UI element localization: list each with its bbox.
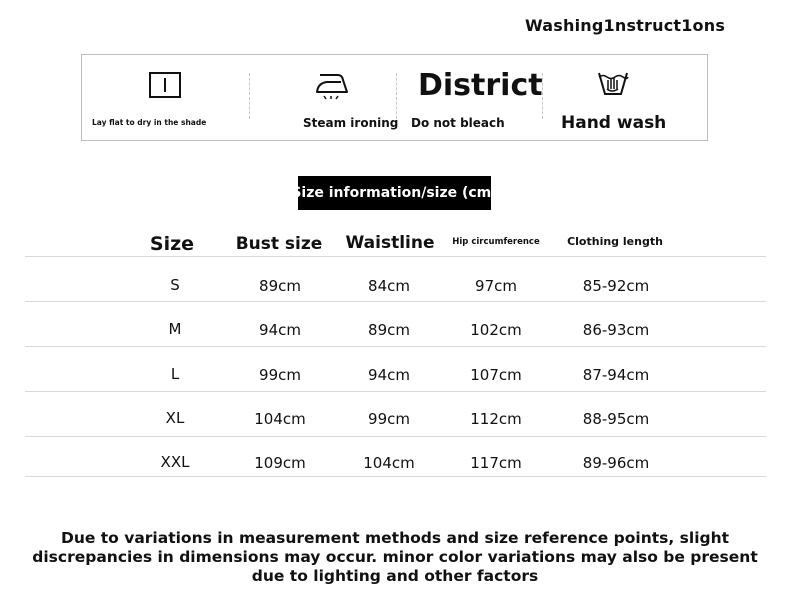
table-divider: [25, 436, 766, 437]
table-divider: [25, 476, 766, 477]
care-separator: [249, 73, 250, 119]
header-bust: Bust size: [235, 234, 323, 254]
cell-hip: 112cm: [470, 410, 522, 428]
table-divider: [25, 256, 766, 257]
cell-length: 86-93cm: [582, 321, 650, 339]
care-separator: [396, 73, 397, 119]
cell-waist: 104cm: [363, 454, 415, 472]
cell-size: L: [170, 365, 180, 383]
table-divider: [25, 346, 766, 347]
dry-flat-shade-icon: [149, 72, 181, 98]
cell-bust: 99cm: [259, 366, 301, 384]
cell-hip: 102cm: [470, 321, 522, 339]
cell-size: M: [168, 320, 182, 338]
cell-bust: 104cm: [254, 410, 306, 428]
header-hip: Hip circumference: [452, 237, 540, 247]
care-label-steam-iron: Steam ironing: [303, 116, 399, 130]
cell-size: S: [170, 276, 180, 294]
hand-wash-icon: [597, 69, 629, 97]
table-divider: [25, 301, 766, 302]
care-label-no-bleach: Do not bleach: [411, 116, 505, 130]
cell-waist: 99cm: [368, 410, 410, 428]
cell-bust: 109cm: [254, 454, 306, 472]
cell-hip: 97cm: [475, 277, 517, 295]
cell-hip: 117cm: [470, 454, 522, 472]
care-instructions-panel: [81, 54, 708, 141]
steam-iron-icon: [314, 70, 352, 100]
cell-length: 89-96cm: [582, 454, 650, 472]
disclaimer-note: Due to variations in measurement methods and size reference points, slight discrepancies in dimensions may occur. minor color variations may also be present due to lighting and other factors: [32, 529, 758, 585]
cell-size: XXL: [160, 453, 190, 471]
cell-waist: 89cm: [368, 321, 410, 339]
cell-waist: 84cm: [368, 277, 410, 295]
cell-length: 87-94cm: [582, 366, 650, 384]
page-title: Washing1nstruct1ons: [525, 16, 726, 35]
care-label-hand-wash: Hand wash: [561, 113, 667, 133]
cell-waist: 94cm: [368, 366, 410, 384]
cell-bust: 89cm: [259, 277, 301, 295]
header-length: Clothing length: [567, 235, 663, 248]
cell-bust: 94cm: [259, 321, 301, 339]
cell-length: 85-92cm: [582, 277, 650, 295]
size-info-banner: Size information/size (cm): [298, 176, 491, 210]
care-separator: [542, 73, 543, 119]
cell-length: 88-95cm: [582, 410, 650, 428]
care-label-dry-flat: Lay flat to dry in the shade: [92, 118, 207, 127]
brand-name: District: [418, 68, 543, 103]
header-waist: Waistline: [345, 233, 435, 253]
table-divider: [25, 391, 766, 392]
cell-hip: 107cm: [470, 366, 522, 384]
cell-size: XL: [165, 409, 185, 427]
header-size: Size: [149, 233, 195, 255]
